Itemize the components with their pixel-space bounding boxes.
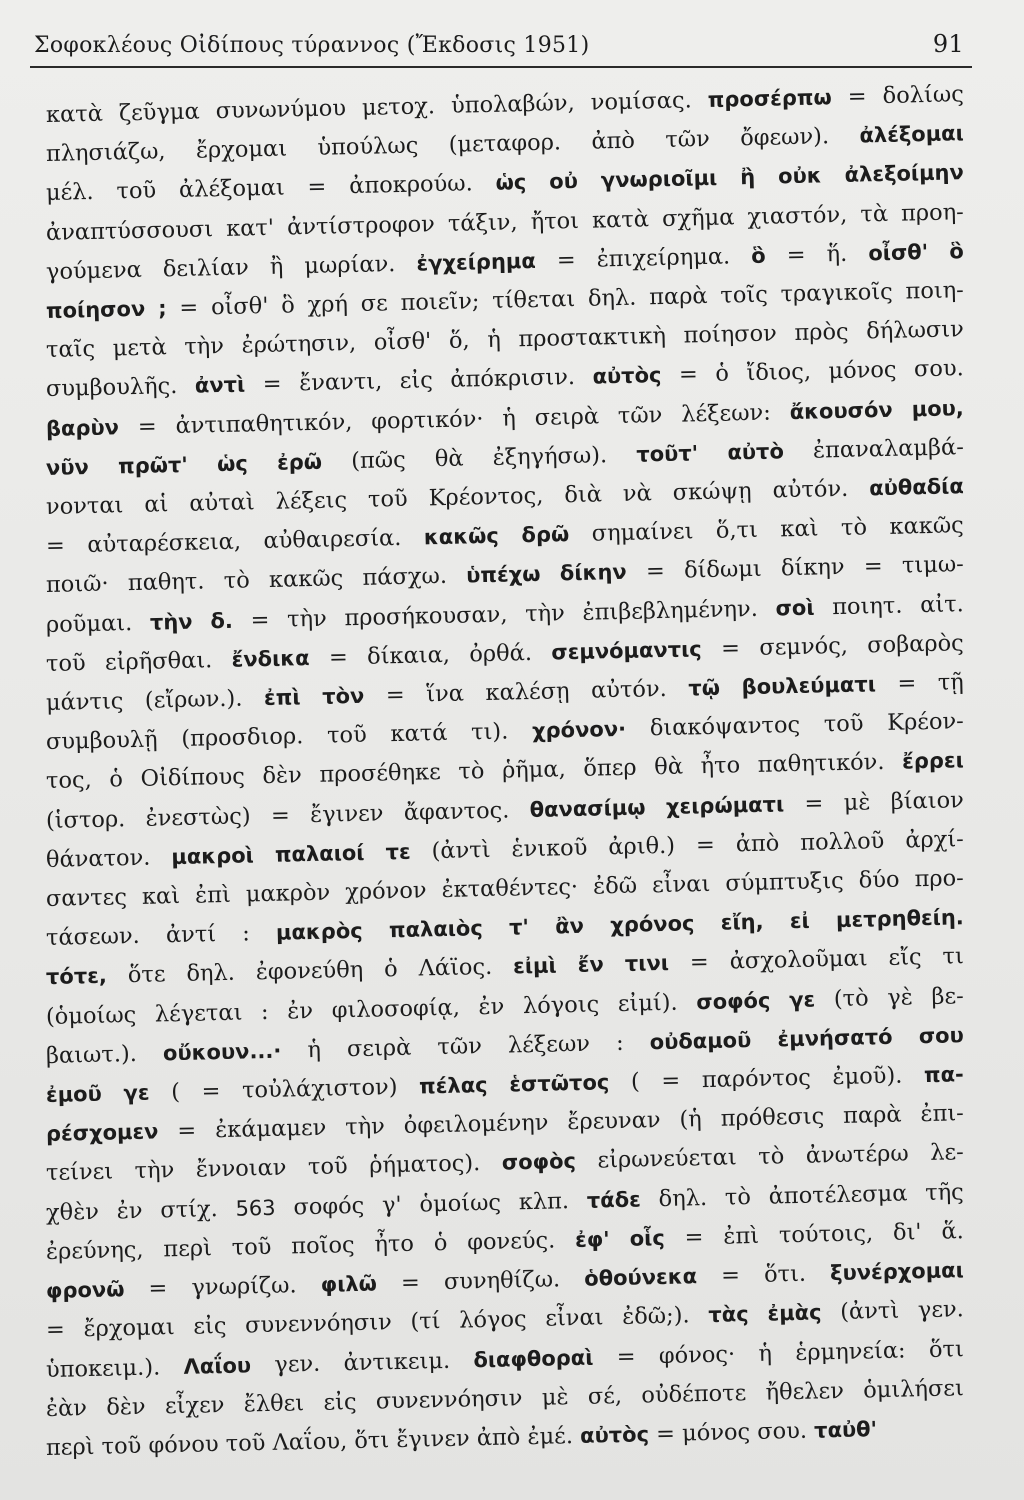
gloss-text: ἐὰν δὲν εἶχεν ἔλθει εἰς συνεννόησιν μὲ σέ, οὐδέποτε ἤθελεν ὁμιλήσει — [45, 1374, 965, 1422]
lemma: ἔνδικα — [231, 645, 310, 672]
verse-number: 563 — [235, 1195, 276, 1221]
lemma: μακροὶ παλαιοί τε — [171, 839, 411, 870]
gloss-text: (ἱστορ. ἐνεστὼς) = ἔγινεν ἄφαντος. — [45, 796, 530, 834]
lemma: τὰς ἐμὰς — [708, 1300, 822, 1328]
lemma: οὔκουν...· — [162, 1038, 282, 1066]
lemma: κακῶς δρῶ — [423, 522, 570, 550]
gloss-text: ταῖς μετὰ τὴν ἐρώτησιν, οἶσθ' ὅ, ἡ προστακτικὴ ποίησον πρὸς δήλωσιν — [45, 316, 965, 364]
gloss-text: τάσεων. ἀντί : — [45, 920, 277, 952]
gloss-text: = γνωρίζω. — [124, 1271, 322, 1303]
lemma: φιλῶ — [320, 1271, 378, 1297]
gloss-text: ὅτε δηλ. ἐφονεύθη ὁ Λάϊος. — [106, 953, 514, 990]
gloss-text: μάντις (εἴρων.). — [45, 685, 265, 717]
gloss-text: = δίδωμι δίκην = τιμω- — [626, 551, 965, 586]
lemma: χρόνον· — [531, 717, 627, 744]
lemma: αὐτὸς — [592, 363, 662, 390]
lemma: διαφθοραὶ — [473, 1345, 594, 1372]
lemma: ἀλέξομαι — [859, 121, 965, 148]
lemma: ὁθούνεκα — [583, 1264, 698, 1291]
lemma: σοφός γε — [696, 987, 816, 1014]
gloss-text: (ὁμοίως λέγεται : ἐν φιλοσοφίᾳ, ἐν λόγοις εἰμί). — [45, 988, 697, 1030]
gloss-text: = ἔναντι, εἰς ἀπόκρισιν. — [244, 364, 593, 398]
lemma: βαρὺν — [45, 414, 120, 441]
running-title: Σοφοκλέους Οἰδίπους τύραννος (Ἔκδοσις 1951) — [34, 33, 590, 58]
gloss-text: ἡ σειρὰ τῶν λέξεων : — [281, 1029, 651, 1064]
running-header — [34, 30, 964, 58]
gloss-text: = συνηθίζω. — [376, 1265, 585, 1297]
gloss-text: = μόνος σου. — [648, 1417, 815, 1448]
gloss-text: = ὁ ἴδιος, μόνος σου. — [661, 355, 965, 389]
lemma: πα- — [923, 1062, 965, 1088]
gloss-text: δηλ. τὸ ἀποτέλεσμα τῆς — [640, 1178, 965, 1213]
lemma: τότε, — [45, 964, 108, 990]
lemma: ἄκουσόν μου, — [789, 395, 965, 424]
gloss-text: = ἵνα καλέσῃ αὐτόν. — [364, 675, 689, 709]
lemma: προσέρπω — [707, 85, 832, 112]
gloss-text: γούμενα δειλίαν ἢ μωρίαν. — [45, 250, 417, 285]
gloss-text: = δίκαια, ὀρθά. — [309, 639, 552, 671]
gloss-text: θάνατον. — [45, 844, 172, 873]
lemma: οἶσθ' ὃ — [868, 238, 965, 266]
gloss-text: σημαίνει ὅ,τι καὶ τὸ κακῶς — [568, 512, 965, 548]
lemma: μακρὸς παλαιὸς τ' ἂν χρόνος εἴη, εἰ μετρηθείη. — [275, 905, 965, 946]
gloss-text: ( = τοὐλάχιστον) — [149, 1073, 420, 1106]
lemma: ρέσχομεν — [45, 1119, 159, 1147]
gloss-text: ποιητ. αἰτ. — [814, 590, 965, 621]
lemma: ποίησον ; — [45, 296, 167, 324]
gloss-text: = ἥ. — [765, 240, 869, 269]
page-number: 91 — [932, 30, 964, 58]
gloss-text: = σεμνός, σοβαρὸς — [701, 630, 965, 662]
gloss-text: = ἐπὶ τούτοις, δι' ἅ. — [664, 1218, 965, 1251]
gloss-text: ἀναπτύσσουσι κατ' ἀντίστροφον τάξιν, ἤτοι κατὰ σχῆμα χιαστόν, τὰ προη- — [45, 198, 965, 246]
lemma: πέλας ἑστῶτος — [418, 1070, 610, 1099]
gloss-text: μέλ. τοῦ ἀλέξομαι = ἀποκρούω. — [45, 170, 496, 207]
gloss-text: ὑποκειμ.). — [45, 1353, 184, 1383]
lemma: εἰμὶ ἔν τινι — [512, 951, 670, 979]
gloss-text: = μὲ βίαιον — [783, 786, 965, 817]
gloss-text: (ἀντὶ γεν. — [821, 1296, 965, 1326]
gloss-text: τοῦ εἰρῆσθαι. — [45, 646, 232, 677]
lemma: σοφὸς — [501, 1149, 577, 1176]
lemma: ἐφ' οἷς — [574, 1225, 666, 1252]
gloss-text: = ἔρχομαι εἰς συνεννόησιν (τί λόγος εἶναι ἐδῶ;). — [45, 1302, 709, 1344]
gloss-text: σοφός γ' ὁμοίως κλπ. — [275, 1187, 588, 1221]
gloss-text: διακόψαντος τοῦ Κρέον- — [625, 708, 965, 743]
lemma: θανασίμῳ χειρώματι — [529, 791, 785, 822]
gloss-text: = αὐταρέσκεια, αὐθαιρεσία. — [45, 524, 425, 560]
gloss-text: = ἀντιπαθητικόν, φορτικόν· ἡ σειρὰ τῶν λέξεων: — [118, 398, 790, 440]
lemma: φρονῶ — [45, 1277, 125, 1304]
gloss-text: πλησιάζω, ἔρχομαι ὑπούλως (μεταφορ. ἀπὸ τῶν ὄφεων). — [45, 122, 860, 168]
gloss-text: βαιωτ.). — [45, 1040, 164, 1069]
gloss-text: ( = παρόντος ἐμοῦ). — [608, 1062, 925, 1096]
gloss-text: χθὲν ἐν στίχ. — [45, 1195, 236, 1226]
gloss-text: ροῦμαι. — [45, 609, 151, 638]
lemma: νῦν πρῶτ' ὡς ἐρῶ — [45, 449, 323, 480]
gloss-text: (τὸ γὲ βε- — [814, 982, 965, 1013]
commentary-text — [45, 81, 965, 1468]
gloss-text: σαντες καὶ ἐπὶ μακρὸν χρόνον ἐκταθέντες· ἐδῶ εἶναι σύμπτυξις δύο προ- — [45, 865, 965, 913]
gloss-text: περὶ τοῦ φόνου τοῦ Λαΐου, ὅτι ἔγινεν ἀπὸ ἐμέ. — [45, 1422, 581, 1461]
lemma: τάδε — [586, 1187, 642, 1213]
lemma: ὡς οὐ γνωριοῖμι ἢ οὐκ ἀλεξοίμην — [495, 160, 965, 196]
gloss-text: = οἶσθ' ὃ χρή σε ποιεῖν; τίθεται δηλ. παρὰ τοῖς τραγικοῖς ποιη- — [166, 277, 965, 322]
lemma: ἐπὶ τὸν — [263, 683, 365, 711]
gloss-text: ποιῶ· παθητ. τὸ κακῶς πάσχω. — [45, 562, 467, 599]
gloss-text: (πῶς θὰ ἐξηγήσω). — [321, 441, 637, 475]
lemma: ὃ — [750, 243, 766, 268]
gloss-text: ἐρεύνης, περὶ τοῦ ποῖος ἦτο ὁ φονεύς. — [45, 1226, 576, 1265]
lemma: ξυνέρχομαι — [829, 1258, 965, 1286]
gloss-text: = ἐπιχείρημα. — [535, 242, 752, 274]
lemma: ταὐθ' — [813, 1417, 878, 1443]
lemma: τὴν δ. — [149, 608, 234, 635]
header-rule — [30, 66, 972, 68]
lemma: ἐμοῦ γε — [45, 1080, 150, 1108]
lemma: αὐθαδία — [869, 474, 965, 501]
gloss-text: συμβουλῇ (προσδιορ. τοῦ κατά τι). — [45, 718, 533, 756]
gloss-text: = ἀσχολοῦμαι εἴς τι — [668, 943, 965, 977]
gloss-text: ἐπαναλαμβά- — [783, 434, 965, 465]
lemma: οὐδαμοῦ ἐμνήσατό σου — [649, 1023, 965, 1055]
lemma: σοὶ — [775, 595, 815, 621]
gloss-text: τος, ὁ Οἰδίπους δὲν προσέθηκε τὸ ῥῆμα, ὅπερ θὰ ἦτο παθητικόν. — [45, 749, 903, 795]
gloss-text: συμβουλῆς. — [45, 373, 196, 403]
gloss-text: = ὅτι. — [696, 1260, 831, 1290]
lemma: ἔρρει — [901, 748, 965, 775]
gloss-text: = δολίως — [831, 81, 965, 111]
gloss-text: = φόνος· ἡ ἑρμηνεία: ὅτι — [593, 1335, 965, 1371]
gloss-text: νονται αἱ αὐταὶ λέξεις τοῦ Κρέοντος, διὰ νὰ σκώψῃ αὐτόν. — [45, 475, 870, 521]
lemma: τοῦτ' αὐτὸ — [636, 439, 785, 467]
gloss-text: (ἀντὶ ἑνικοῦ ἀριθ.) = ἀπὸ πολλοῦ ἀρχί- — [410, 826, 965, 865]
gloss-text: = τῇ — [875, 669, 965, 698]
gloss-text: = τὴν προσήκουσαν, τὴν ἐπιβεβλημένην. — [232, 595, 776, 634]
lemma: σεμνόμαντις — [551, 636, 702, 665]
gloss-text: κατὰ ζεῦγμα συνωνύμου μετοχ. ὑπολαβών, νομίσας. — [45, 86, 709, 128]
lemma: Λαΐου — [183, 1352, 252, 1379]
lemma: αὐτὸς — [579, 1422, 650, 1448]
gloss-text: γεν. ἀντικειμ. — [250, 1346, 474, 1378]
gloss-text: εἰρωνεύεται τὸ ἀνωτέρω λε- — [575, 1139, 965, 1175]
lemma: ὑπέχω δίκην — [465, 560, 627, 588]
lemma: τῷ βουλεύματι — [688, 672, 877, 701]
gloss-text: = ἐκάμαμεν τὴν ὀφειλομένην ἔρευναν (ἡ πρόθεσις παρὰ ἐπι- — [158, 1100, 965, 1145]
gloss-text: τείνει τὴν ἔννοιαν τοῦ ῥήματος). — [45, 1150, 503, 1187]
lemma: ἐγχείρημα — [416, 248, 537, 276]
lemma: ἀντὶ — [194, 372, 246, 399]
